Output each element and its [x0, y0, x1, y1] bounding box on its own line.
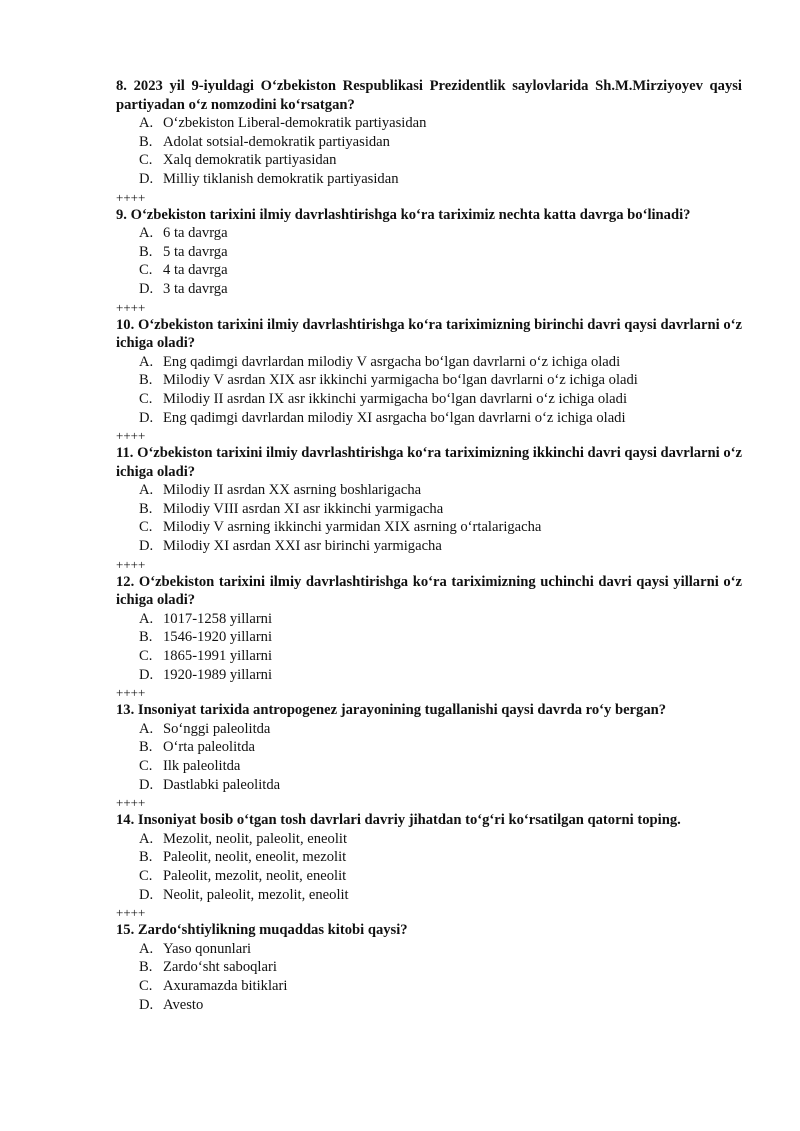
option-letter: D. — [139, 776, 154, 793]
option-text: Milodiy II asrdan IX asr ikkinchi yarmigacha bo‘lgan davrlarni o‘z ichiga oladi — [163, 390, 628, 407]
answer-option-d — [116, 537, 742, 556]
option-text: 5 ta davrga — [163, 243, 228, 260]
option-text: Milliy tiklanish demokratik partiyasidan — [163, 170, 399, 187]
option-letter: C. — [139, 648, 153, 665]
option-text: So‘nggi paleolitda — [163, 720, 271, 737]
option-text: Axuramazda bitiklari — [163, 977, 288, 994]
answer-option-b — [116, 628, 742, 647]
answer-option-d — [116, 996, 742, 1015]
option-letter: B. — [139, 133, 153, 150]
option-letter: B. — [139, 500, 153, 517]
answer-option-c — [116, 757, 742, 776]
option-text: Milodiy V asrning ikkinchi yarmidan XIX asrning o‘rtalarigacha — [163, 519, 542, 536]
question-text: 9. O‘zbekiston tarixini ilmiy davrlashtirishga ko‘ra tariximiz nechta katta davrga bo‘linadi? — [116, 206, 691, 223]
option-letter: C. — [139, 152, 153, 169]
answer-options — [116, 224, 742, 298]
answer-option-c — [116, 518, 742, 537]
answer-option-b — [116, 371, 742, 390]
option-letter: B. — [139, 243, 153, 260]
question-text: 15. Zardo‘shtiylikning muqaddas kitobi qaysi? — [116, 922, 408, 939]
option-letter: A. — [139, 940, 154, 957]
option-text: Ilk paleolitda — [163, 758, 241, 774]
option-letter: D. — [139, 996, 154, 1013]
answer-option-c — [116, 867, 742, 886]
answer-option-a — [116, 481, 742, 500]
option-letter: D. — [139, 409, 154, 426]
answer-option-d — [116, 170, 742, 189]
option-letter: C. — [139, 977, 153, 994]
answer-options — [116, 481, 742, 555]
question-text: 14. Insoniyat bosib o‘tgan tosh davrlari davriy jihatdan to‘g‘ri ko‘rsatilgan qatorni toping. — [116, 812, 681, 829]
question-text: 10. O‘zbekiston tarixini ilmiy davrlashtirishga ko‘ra tariximizning birinchi davri qaysi davrlarni o‘z ichiga oladi? — [116, 316, 742, 352]
option-text: Milodiy XI asrdan XXI asr birinchi yarmigacha — [163, 538, 442, 555]
option-letter: A. — [139, 482, 154, 499]
answer-option-a — [116, 830, 742, 849]
option-letter: A. — [139, 720, 154, 737]
answer-option-b — [116, 500, 742, 519]
answer-options — [116, 720, 742, 794]
option-text: 1546-1920 yillarni — [163, 629, 273, 646]
option-letter: B. — [139, 372, 153, 389]
option-text: Milodiy V asrdan XIX asr ikkinchi yarmigacha bo‘lgan davrlarni o‘z ichiga oladi — [163, 372, 638, 389]
question-separator: ++++ — [116, 189, 146, 205]
option-letter: D. — [139, 280, 154, 297]
answer-option-c — [116, 977, 742, 996]
option-text: Yaso qonunlari — [163, 940, 252, 957]
question-block-10 — [116, 316, 742, 445]
question-block-14 — [116, 811, 742, 921]
option-letter: B. — [139, 959, 153, 976]
answer-option-d — [116, 666, 742, 685]
option-letter: C. — [139, 262, 153, 279]
question-block-8 — [116, 77, 742, 206]
option-letter: A. — [139, 353, 154, 370]
option-text: Milodiy II asrdan XX asrning boshlarigacha — [163, 482, 422, 499]
answer-option-b — [116, 958, 742, 977]
question-block-12 — [116, 573, 742, 702]
answer-options — [116, 610, 742, 684]
answer-option-a — [116, 720, 742, 739]
option-text: Neolit, paleolit, mezolit, eneolit — [163, 886, 349, 903]
option-text: Xalq demokratik partiyasidan — [163, 152, 337, 169]
answer-options — [116, 940, 742, 1014]
option-text: Adolat sotsial-demokratik partiyasidan — [163, 133, 390, 150]
option-text: 4 ta davrga — [163, 262, 228, 279]
option-text: O‘rta paleolitda — [163, 739, 255, 756]
option-text: 1865-1991 yillarni — [163, 648, 273, 665]
question-separator: ++++ — [116, 556, 146, 572]
answer-option-d — [116, 776, 742, 795]
option-letter: C. — [139, 867, 153, 884]
option-letter: C. — [139, 390, 153, 407]
answer-option-a — [116, 610, 742, 629]
answer-option-a — [116, 353, 742, 372]
option-text: Eng qadimgi davrlardan milodiy XI asrgacha bo‘lgan davrlarni o‘z ichiga oladi — [163, 409, 626, 426]
option-letter: D. — [139, 666, 154, 683]
answer-option-a — [116, 940, 742, 959]
option-text: 6 ta davrga — [163, 225, 228, 242]
answer-option-b — [116, 243, 742, 262]
option-letter: D. — [139, 886, 154, 903]
option-text: O‘zbekiston Liberal-demokratik partiyasidan — [163, 115, 427, 132]
option-text: Mezolit, neolit, paleolit, eneolit — [163, 830, 347, 847]
option-text: Paleolit, neolit, eneolit, mezolit — [163, 849, 347, 866]
option-letter: C. — [139, 519, 153, 536]
option-text: Zardo‘sht saboqlari — [163, 959, 277, 976]
answer-option-d — [116, 886, 742, 905]
option-letter: A. — [139, 610, 154, 627]
answer-option-a — [116, 224, 742, 243]
question-text: 11. O‘zbekiston tarixini ilmiy davrlashtirishga ko‘ra tariximizning ikkinchi davri qaysi davrlarni o‘z ichiga oladi? — [116, 445, 742, 480]
option-text: Eng qadimgi davrlardan milodiy V asrgacha bo‘lgan davrlarni o‘z ichiga oladi — [163, 353, 621, 370]
question-block-11 — [116, 444, 742, 573]
option-letter: A. — [139, 225, 154, 242]
question-separator: ++++ — [116, 299, 146, 315]
answer-option-d — [116, 280, 742, 299]
question-text: 8. 2023 yil 9-iyuldagi O‘zbekiston Respublikasi Prezidentlik saylovlarida Sh.M.Mirziyoyev qaysi partiyadan o‘z nomzodini ko‘rsatgan? — [116, 78, 742, 113]
answer-option-d — [116, 409, 742, 428]
option-letter: C. — [139, 758, 153, 774]
answer-option-b — [116, 133, 742, 152]
question-text: 13. Insoniyat tarixida antropogenez jarayonining tugallanishi qaysi davrda ro‘y bergan? — [116, 702, 667, 719]
answer-option-c — [116, 390, 742, 409]
option-text: Paleolit, mezolit, neolit, eneolit — [163, 867, 347, 884]
answer-option-b — [116, 738, 742, 757]
option-letter: B. — [139, 739, 153, 756]
option-text: Dastlabki paleolitda — [163, 776, 281, 793]
document-page — [116, 77, 742, 1014]
answer-option-a — [116, 114, 742, 133]
answer-option-c — [116, 151, 742, 170]
question-separator: ++++ — [116, 428, 146, 444]
question-text: 12. O‘zbekiston tarixini ilmiy davrlashtirishga ko‘ra tariximizning uchinchi davri qaysi yillarni o‘z ichiga oladi? — [116, 573, 742, 609]
option-letter: B. — [139, 629, 153, 646]
option-text: Milodiy VIII asrdan XI asr ikkinchi yarmigacha — [163, 500, 444, 517]
question-block-15 — [116, 921, 742, 1014]
answer-option-c — [116, 647, 742, 666]
option-letter: D. — [139, 170, 154, 187]
question-separator: ++++ — [116, 795, 146, 811]
answer-option-c — [116, 261, 742, 280]
option-letter: D. — [139, 538, 154, 555]
option-text: 1920-1989 yillarni — [163, 666, 273, 683]
option-letter: B. — [139, 849, 153, 866]
option-text: 3 ta davrga — [163, 280, 228, 297]
answer-option-b — [116, 848, 742, 867]
question-separator: ++++ — [116, 905, 146, 921]
answer-options — [116, 114, 742, 188]
question-block-13 — [116, 701, 742, 811]
option-letter: A. — [139, 830, 154, 847]
option-letter: A. — [139, 115, 154, 132]
question-block-9 — [116, 206, 742, 316]
option-text: Avesto — [163, 996, 204, 1013]
answer-options — [116, 830, 742, 904]
answer-options — [116, 353, 742, 427]
option-text: 1017-1258 yillarni — [163, 610, 273, 627]
question-separator: ++++ — [116, 685, 146, 701]
